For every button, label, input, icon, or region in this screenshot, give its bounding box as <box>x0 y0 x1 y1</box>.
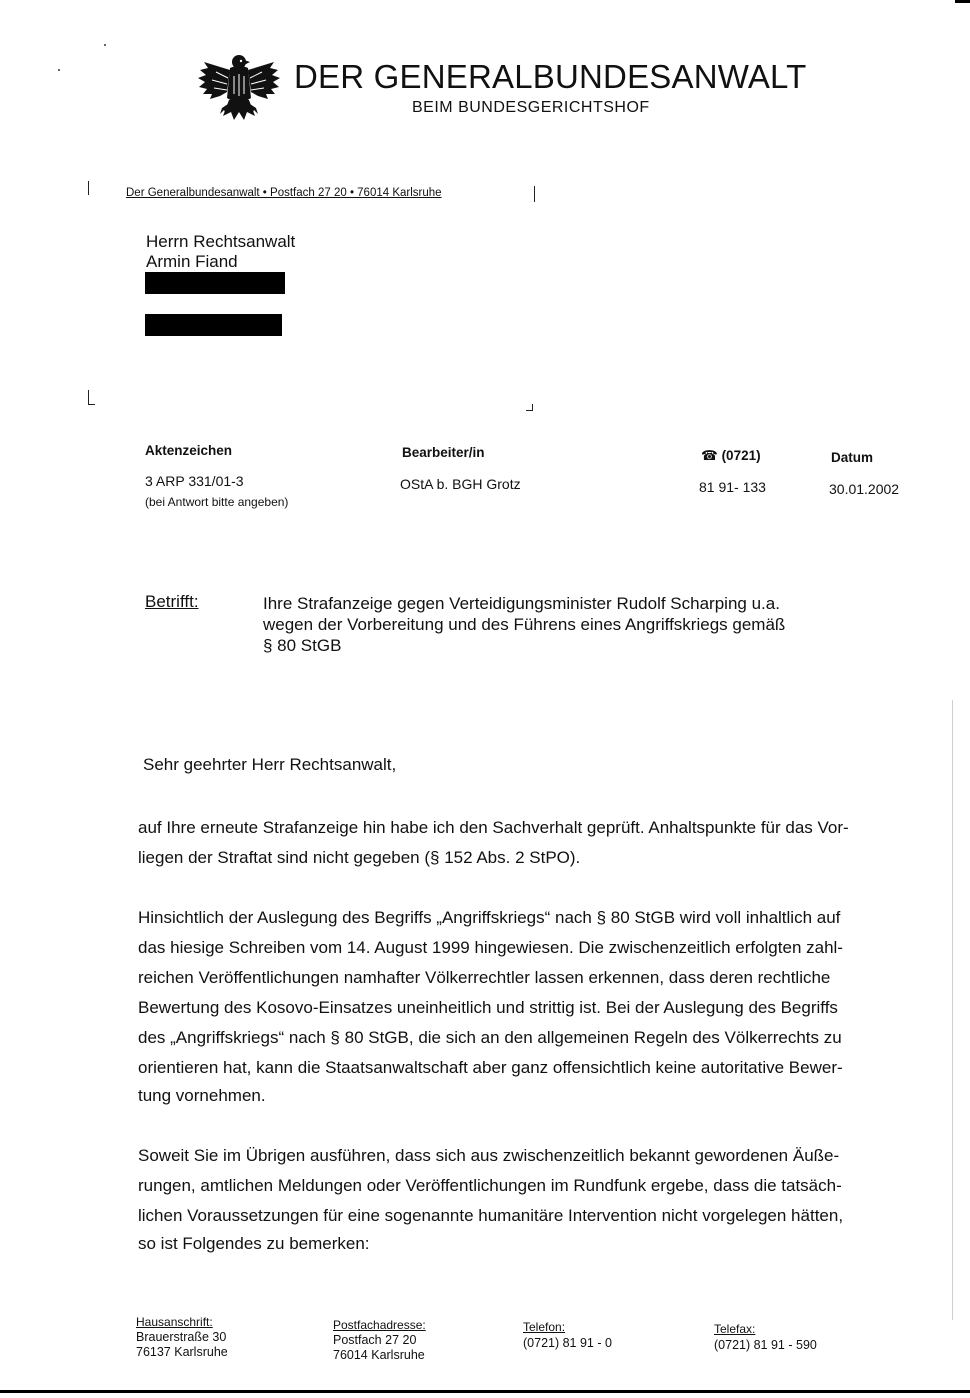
paragraph-line: orientieren hat, kann die Staatsanwaltschaft aber ganz offensichtlich keine autoritative Bewer- <box>138 1058 843 1077</box>
footer-fax-number: (0721) 81 91 - 590 <box>714 1338 817 1352</box>
paragraph-line: reichen Veröffentlichungen namhafter Völkerrechtler lassen erkennen, dass deren rechtliche <box>138 968 831 987</box>
recipient-name: Armin Fiand <box>146 252 238 271</box>
window-corner-top-left <box>88 181 95 195</box>
paragraph-line: lichen Voraussetzungen für eine sogenannte humanitäre Intervention nicht vorgelegen hätten, <box>138 1206 844 1225</box>
subject-line: Ihre Strafanzeige gegen Verteidigungsminister Rudolf Scharping u.a. <box>263 594 780 613</box>
footer-address-label: Hausanschrift: <box>136 1315 213 1329</box>
scan-edge <box>0 1390 970 1393</box>
footer-address-city: 76137 Karlsruhe <box>136 1345 228 1359</box>
federal-eagle-icon <box>196 48 282 130</box>
paragraph-line: Bewertung des Kosovo-Einsatzes uneinheitlich und strittig ist. Bei der Auslegung des Begriffs <box>138 998 838 1017</box>
scan-edge <box>952 700 953 1320</box>
footer-fax-label: Telefax: <box>714 1322 756 1336</box>
reference-label: Aktenzeichen <box>145 443 233 458</box>
paragraph-line: liegen der Straftat sind nicht gegeben (§ 152 Abs. 2 StPO). <box>138 848 581 867</box>
footer-phone-label: Telefon: <box>523 1320 566 1334</box>
scan-speck <box>104 44 106 46</box>
window-corner-bottom-left <box>88 390 95 405</box>
scan-speck <box>58 69 60 71</box>
date-label: Datum <box>831 450 874 465</box>
paragraph-line: tung vornehmen. <box>138 1086 266 1105</box>
subject-line: wegen der Vorbereitung und des Führens eines Angriffskriegs gemäß <box>263 615 786 634</box>
letter-date: 30.01.2002 <box>829 481 900 497</box>
reference-note: (bei Antwort bitte angeben) <box>145 495 289 509</box>
authority-subtitle: BEIM BUNDESGERICHTSHOF <box>412 99 650 116</box>
footer-address-street: Brauerstraße 30 <box>136 1330 227 1344</box>
footer-postbox-city: 76014 Karlsruhe <box>333 1348 425 1362</box>
phone-extension: 81 91- 133 <box>699 479 766 495</box>
scan-mark <box>955 0 970 3</box>
redacted-address-line <box>145 272 285 294</box>
paragraph-line: auf Ihre erneute Strafanzeige hin habe ich den Sachverhalt geprüft. Anhaltspunkte für das Vor- <box>138 818 849 837</box>
subject-label: Betrifft: <box>145 592 199 611</box>
paragraph-line: rungen, amtlichen Meldungen oder Veröffentlichungen im Rundfunk ergebe, dass die tatsäch- <box>138 1176 842 1195</box>
paragraph-line: Hinsichtlich der Auslegung des Begriffs „Angriffskriegs“ nach § 80 StGB wird voll inhaltlich auf <box>138 908 841 927</box>
footer-postbox-number: Postfach 27 20 <box>333 1333 417 1347</box>
window-corner-top-right <box>528 186 535 202</box>
authority-name: DER GENERALBUNDESANWALT <box>294 58 807 95</box>
paragraph-line: des „Angriffskriegs“ nach § 80 StGB, die sich an den allgemeinen Regeln des Völkerrechts zu <box>138 1028 842 1047</box>
clerk-label: Bearbeiter/in <box>402 445 485 460</box>
clerk-name: OStA b. BGH Grotz <box>400 476 521 492</box>
reference-number: 3 ARP 331/01-3 <box>145 473 244 489</box>
recipient-salutation-line: Herrn Rechtsanwalt <box>146 232 296 251</box>
sender-return-address: Der Generalbundesanwalt • Postfach 27 20 • 76014 Karlsruhe <box>126 187 442 199</box>
paragraph-line: so ist Folgendes zu bemerken: <box>138 1234 370 1253</box>
subject-line: § 80 StGB <box>263 636 342 655</box>
paragraph-line: Soweit Sie im Übrigen ausführen, dass sich aus zwischenzeitlich bekannt gewordenen Äuße- <box>138 1146 840 1165</box>
window-corner-bottom-right <box>526 404 533 411</box>
footer-phone-number: (0721) 81 91 - 0 <box>523 1336 612 1350</box>
redacted-address-line <box>145 314 282 336</box>
footer-postbox-label: Postfachadresse: <box>333 1318 426 1332</box>
paragraph-line: das hiesige Schreiben vom 14. August 1999 hingewiesen. Die zwischenzeitlich erfolgten zahl- <box>138 938 843 957</box>
salutation: Sehr geehrter Herr Rechtsanwalt, <box>143 755 397 774</box>
phone-label: ☎ (0721) <box>701 448 761 463</box>
